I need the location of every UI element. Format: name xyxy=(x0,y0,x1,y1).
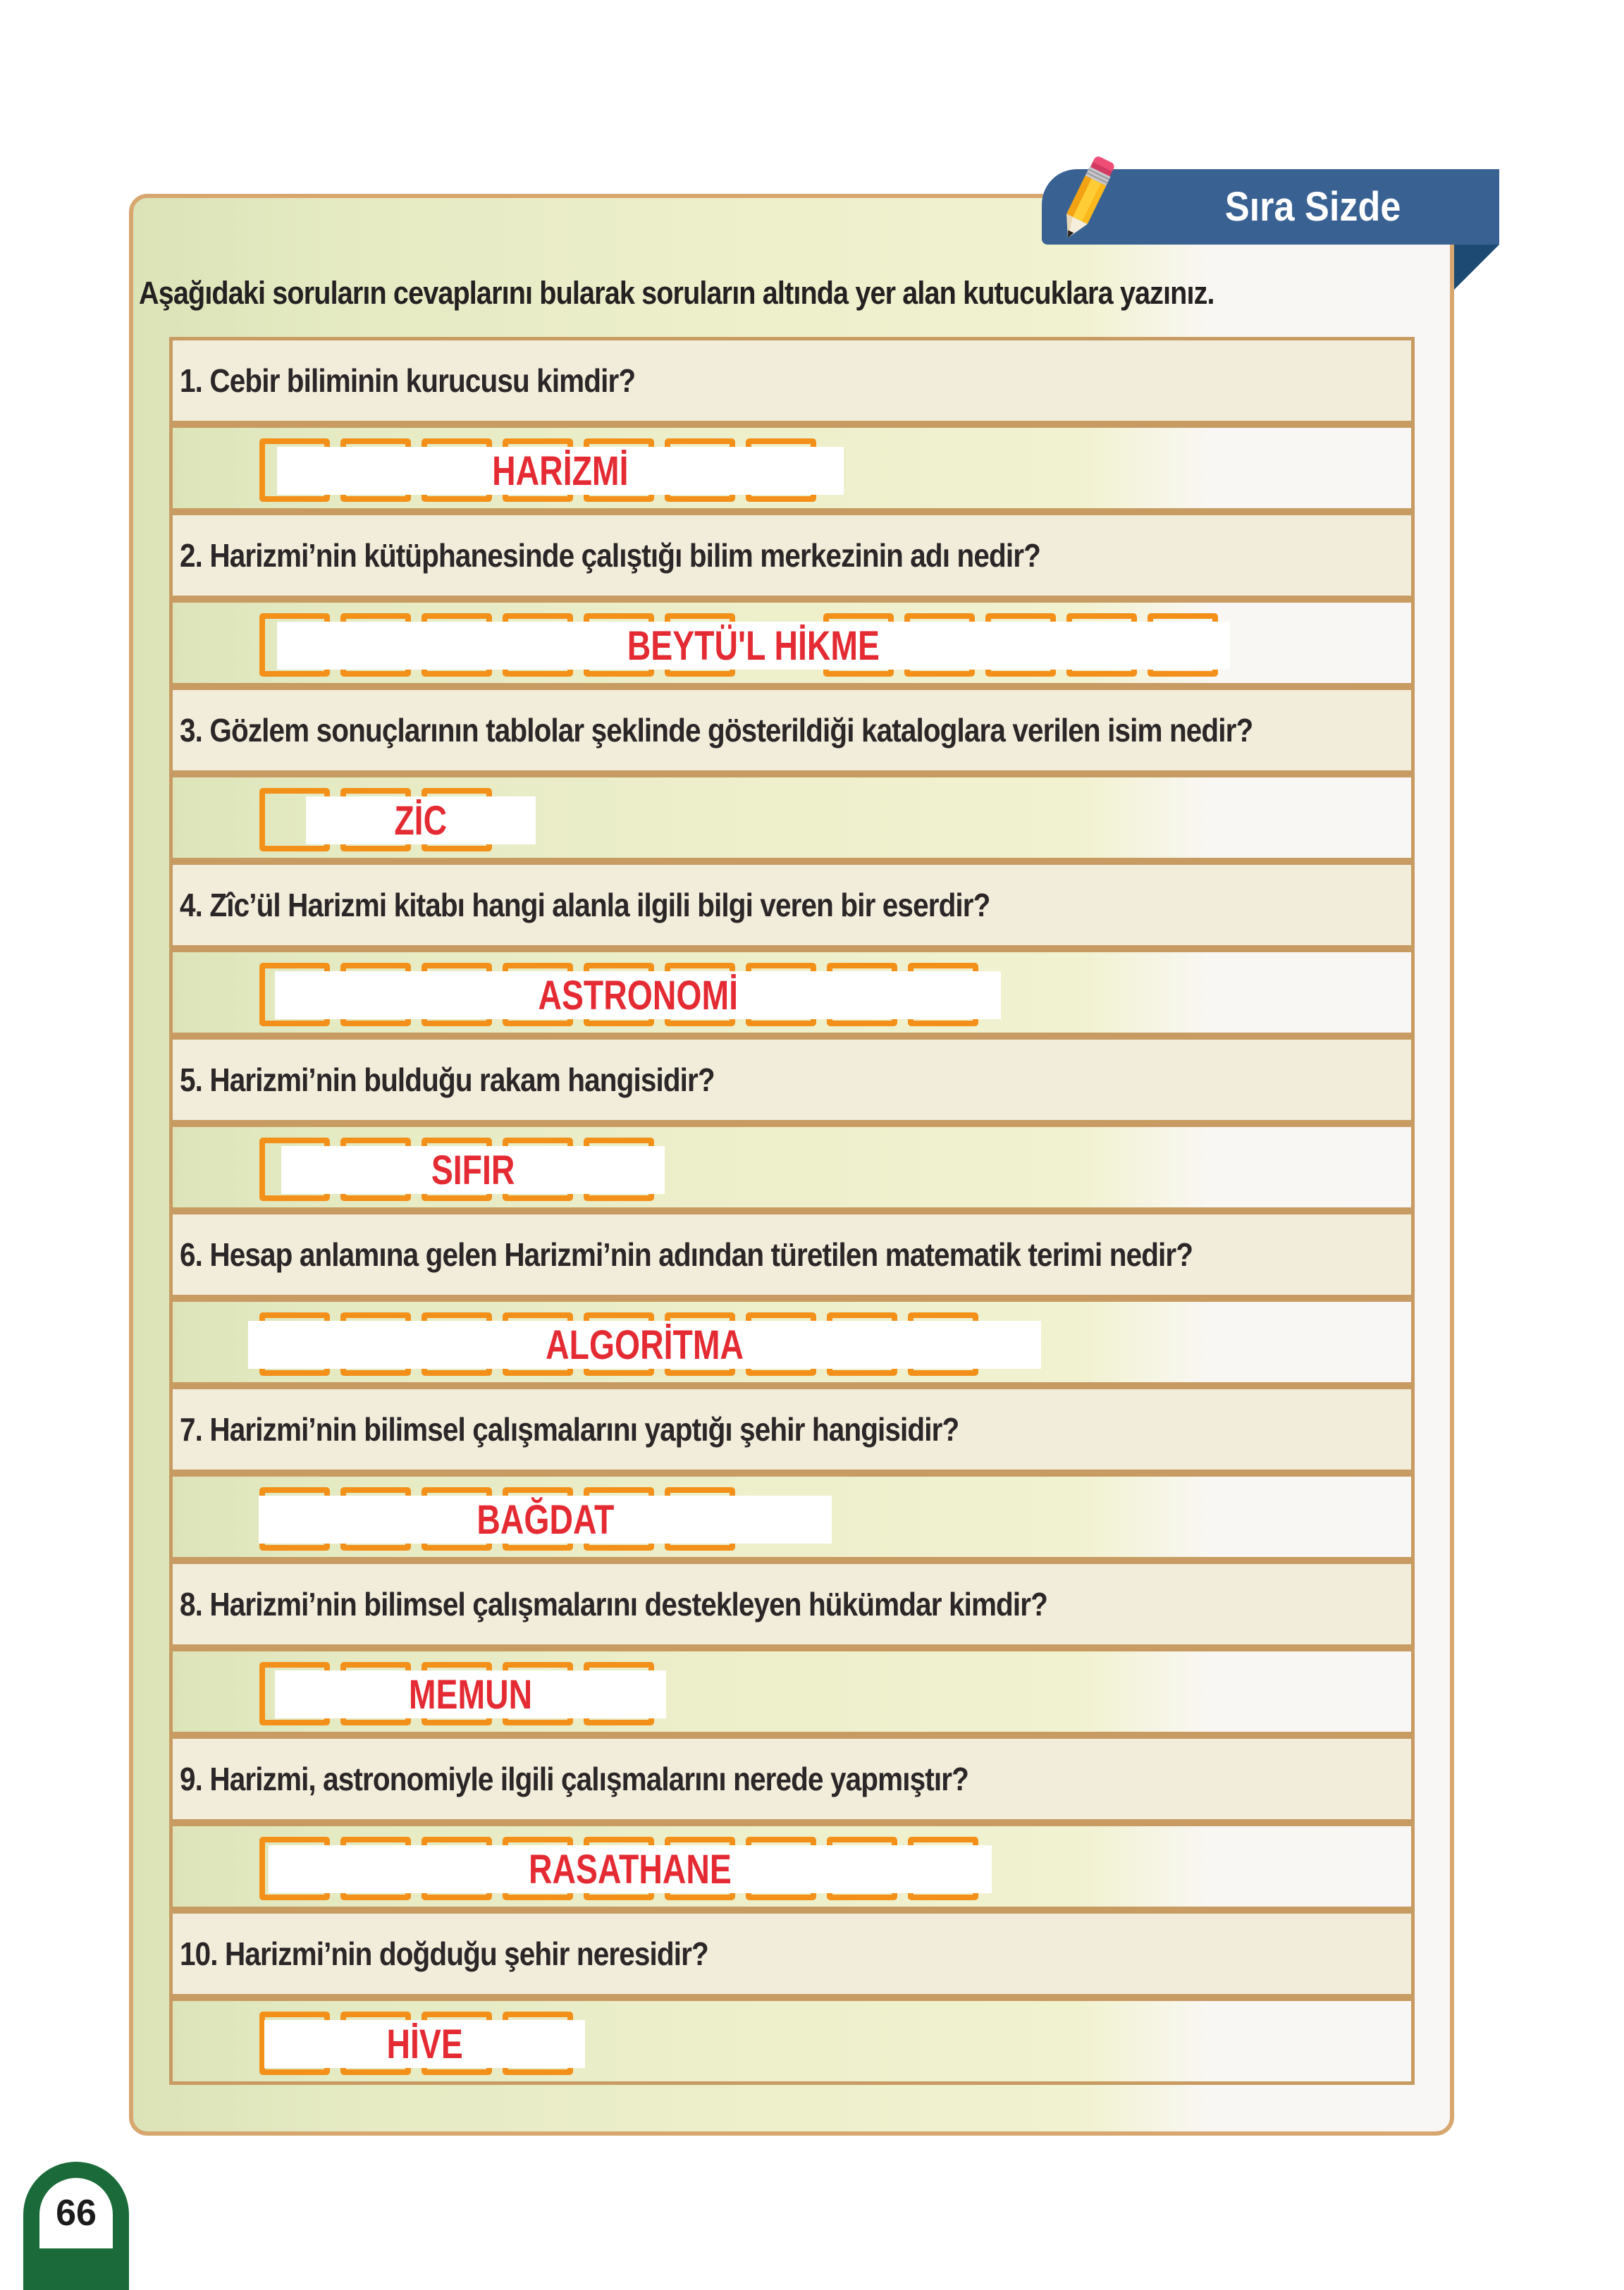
answer-overlay xyxy=(277,447,844,495)
answer-text: ZİC xyxy=(394,797,448,844)
answer-overlay xyxy=(281,1146,665,1194)
question-text: 8. Harizmi’nin bilimsel çalışmalarını destekleyen hükümdar kimdir? xyxy=(180,1586,1047,1623)
answer-overlay xyxy=(259,1496,832,1544)
answer-text: ALGORİTMA xyxy=(546,1322,744,1368)
answer-overlay xyxy=(269,1845,992,1893)
answer-row-9 xyxy=(169,1823,1415,1910)
answer-overlay xyxy=(275,971,1001,1019)
question-row-2 xyxy=(169,512,1415,599)
question-text: 10. Harizmi’nin doğduğu şehir neresidir? xyxy=(180,1935,708,1972)
question-row-9 xyxy=(169,1735,1415,1823)
page-number-badge-inner xyxy=(39,2178,113,2248)
answer-text: HARİZMİ xyxy=(492,448,629,494)
question-text: 5. Harizmi’nin bulduğu rakam hangisidir? xyxy=(180,1061,715,1098)
answer-text: BEYTÜ'L HİKME xyxy=(627,622,880,669)
question-text: 2. Harizmi’nin kütüphanesinde çalıştığı bilim merkezinin adı nedir? xyxy=(180,537,1040,574)
answer-row-6 xyxy=(169,1298,1415,1386)
answer-row-1 xyxy=(169,424,1415,512)
answer-row-5 xyxy=(169,1124,1415,1211)
question-text: 4. Zîc’ül Harizmi kitabı hangi alanla ilgili bilgi veren bir eserdir? xyxy=(180,887,990,923)
question-text: 9. Harizmi, astronomiyle ilgili çalışmalarını nerede yapmıştır? xyxy=(180,1761,968,1797)
question-row-5 xyxy=(169,1036,1415,1124)
answer-text: HİVE xyxy=(386,2021,463,2067)
answer-overlay xyxy=(306,796,536,844)
answer-text: MEMUN xyxy=(408,1671,533,1718)
answer-overlay xyxy=(277,622,1230,670)
instruction-text: Aşağıdaki soruların cevaplarını bularak soruların altında yer alan kutucuklara yazınız. xyxy=(139,275,1214,311)
answer-row-8 xyxy=(169,1648,1415,1735)
question-row-8 xyxy=(169,1560,1415,1648)
answer-text: SIFIR xyxy=(431,1147,515,1193)
question-row-4 xyxy=(169,861,1415,949)
question-list xyxy=(169,337,1415,2085)
page-number-badge xyxy=(23,2162,129,2290)
answer-row-10 xyxy=(169,1997,1415,2085)
banner-fold-ribbon xyxy=(1454,245,1499,290)
question-row-1 xyxy=(169,337,1415,424)
answer-text: RASATHANE xyxy=(529,1846,732,1892)
answer-row-3 xyxy=(169,774,1415,861)
answer-row-4 xyxy=(169,949,1415,1036)
question-text: 3. Gözlem sonuçlarının tablolar şeklinde gösterildiği kataloglara verilen isim nedir? xyxy=(180,712,1253,749)
answer-text: ASTRONOMİ xyxy=(538,972,738,1018)
page-number: 66 xyxy=(56,2193,97,2234)
answer-overlay xyxy=(275,1670,666,1718)
question-text: 7. Harizmi’nin bilimsel çalışmalarını yaptığı şehir hangisidir? xyxy=(180,1411,959,1448)
banner-title: Sıra Sizde xyxy=(1224,184,1401,230)
answer-overlay xyxy=(248,1321,1041,1369)
question-row-3 xyxy=(169,687,1415,774)
question-row-10 xyxy=(169,1910,1415,1997)
question-row-7 xyxy=(169,1386,1415,1473)
question-text: 1. Cebir biliminin kurucusu kimdir? xyxy=(180,362,636,399)
answer-row-2 xyxy=(169,599,1415,687)
question-text: 6. Hesap anlamına gelen Harizmi’nin adından türetilen matematik terimi nedir? xyxy=(180,1236,1193,1273)
answer-text: BAĞDAT xyxy=(476,1496,615,1543)
answer-overlay xyxy=(264,2020,585,2068)
question-row-6 xyxy=(169,1211,1415,1298)
answer-row-7 xyxy=(169,1473,1415,1560)
